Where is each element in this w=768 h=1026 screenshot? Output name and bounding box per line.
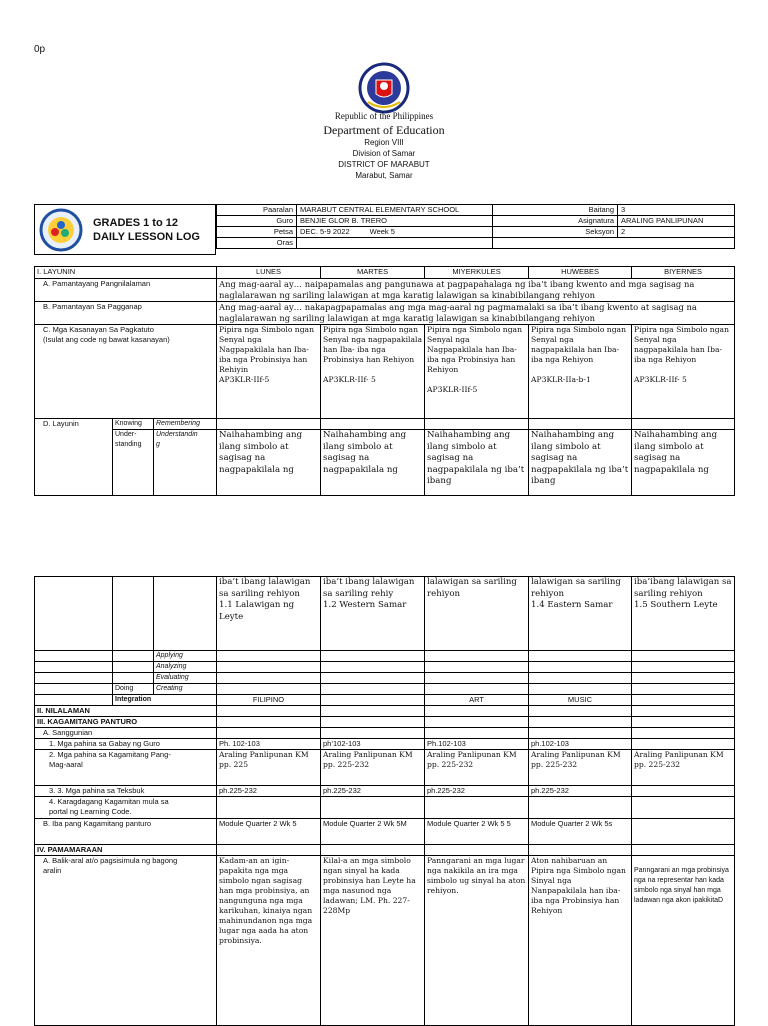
dll-title-box <box>34 204 216 255</box>
kasanayan-cell: Pipira nga Simbolo ngan Senyal nga nagpapakilala han Iba-iba nga Rehiyon AP3KLR-IIf- 5 <box>632 325 735 419</box>
oras-label: Oras <box>217 238 297 249</box>
module-cell: Module Quarter 2 Wk 5M <box>321 819 425 845</box>
doing-label: Doing <box>113 684 154 695</box>
iba-pang-kagamitan-label: B. Iba pang Kagamitang panturo <box>35 819 217 845</box>
kasanayan-cell: Pipira nga Simbolo ngan Senyal nga Nagpapakilala han Iba-iba nga Probinsiya han Rehiyon AP3KLR-IIf-5 <box>425 325 529 419</box>
header-republic: Republic of the Philippines <box>334 111 434 121</box>
understandin-g-label: Understandin g <box>154 430 217 496</box>
teksbuk-cell: ph.225-232 <box>217 786 321 797</box>
knowing-label: Knowing <box>113 419 154 430</box>
pamantayang-label: A. Pamantayang Pangnilalaman <box>35 279 217 302</box>
layunin-cont-cell: iba’t ibang lalawigan sa sariling rehiy 1.2 Western Samar <box>321 577 425 651</box>
petsa-value: DEC. 5-9 2022 Week 5 <box>297 227 493 238</box>
empty-cell <box>529 419 632 430</box>
understanding-label: Under- standing <box>113 430 154 496</box>
gabay-label: 1. Mga pahina sa Gabay ng Guro <box>35 739 217 750</box>
layunin-cell: Naihahambing ang ilang simbolo at sagisag na nagpapakilala ng <box>217 430 321 496</box>
day-martes: MARTES <box>321 267 425 279</box>
layunin-heading: I. LAYUNIN <box>35 267 217 279</box>
km-cell: Araling Panlipunan KM pp. 225-232 <box>321 750 425 786</box>
integration-label: Integration <box>113 695 217 706</box>
header-department: Department of Education <box>323 123 445 137</box>
integration-cell: FILIPINO <box>217 695 321 706</box>
kasanayan-cell: Pipira nga Simbolo ngan Senyal nga nagpapakilala han Iba- iba nga Probinsiya han Rehiyon AP3KLR-IIf- 5 <box>321 325 425 419</box>
guro-value: BENJIE GLOR B. TRERO <box>297 216 493 227</box>
layunin-cell: Naihahambing ang ilang simbolo at sagisag na nagpapakilala ng iba’t ibang <box>529 430 632 496</box>
empty-cell <box>217 419 321 430</box>
teksbuk-cell: ph.225-232 <box>321 786 425 797</box>
gabay-cell: ph’102-103 <box>321 739 425 750</box>
corner-note: 0p <box>34 44 46 55</box>
karagdagang-label: 4. Karagdagang Kagamitan mula sa portal ng Learning Code. <box>35 797 217 819</box>
evaluating-label: Evaluating <box>154 673 217 684</box>
day-huwebes: HUWEBES <box>529 267 632 279</box>
layunin-cont-cell: lalawigan sa sariling rehiyon 1.4 Eastern Samar <box>529 577 632 651</box>
teksbuk-label: 3. 3. Mga pahina sa Teksbuk <box>35 786 217 797</box>
baitang-label: Baitang <box>493 205 618 216</box>
empty-cell <box>425 419 529 430</box>
pagganap-label: B. Pamantayan Sa Pagganap <box>35 302 217 325</box>
balik-aral-cell: Kilal-a an mga simbolo ngan sinyal ha kada probinsiya han Leyte ha mga nasunod nga ladawan; LM. Ph. 227-228Mp <box>321 856 425 1026</box>
empty-cell <box>321 419 425 430</box>
nilalaman-heading: II. NILALAMAN <box>35 706 217 717</box>
teksbuk-cell <box>632 786 735 797</box>
seksyon-label: Seksyon <box>493 227 618 238</box>
deped-seal-icon <box>354 62 414 114</box>
kagamitang-pang-mag-aaral-label: 2. Mga pahina sa Kagamitang Pang- Mag-aaral <box>35 750 217 786</box>
integration-cell: ART <box>425 695 529 706</box>
kasanayan-label: C. Mga Kasanayan Sa Pagkatuto (Isulat ang code ng bawat kasanayan) <box>35 325 217 419</box>
gabay-cell: ph.102-103 <box>529 739 632 750</box>
applying-label: Applying <box>154 651 217 662</box>
lesson-log-table-page2 <box>34 576 735 1026</box>
empty-cell <box>113 577 154 651</box>
balik-aral-cell: Aton nahibaruan an Pipira nga Simbolo ngan Sinyal nga Nanpapakilala han iba-iba nga Probinsiya han Rehiyon <box>529 856 632 1026</box>
asignatura-value: ARALING PANLIPUNAN <box>618 216 735 227</box>
header-region: Region VIII <box>364 138 404 147</box>
creating-label: Creating <box>154 684 217 695</box>
school-info-table <box>216 204 735 249</box>
balik-aral-cell: Kadam-an an iginpapakita nga mga simbolo ngan sagisag han mga probinsiya, an nangunguna nga mga karikuhan, kinaiya ngan mahinundanon nga mga lugar nga aada ha aton probinsiya. <box>217 856 321 1026</box>
teksbuk-cell: ph.225-232 <box>529 786 632 797</box>
remembering-label: Remembering <box>154 419 217 430</box>
header-division: Division of Samar <box>352 149 416 158</box>
analyzing-label: Analyzing <box>154 662 217 673</box>
lesson-log-table-page1 <box>34 266 735 496</box>
gabay-cell <box>632 739 735 750</box>
empty-cell <box>113 651 154 662</box>
oras-value <box>297 238 493 249</box>
kasanayan-cell: Pipira nga Simbolo ngan Senyal nga Nagpapakilala han Iba-iba nga Probinsiya han Rehiyin AP3KLR-IIf-5 <box>217 325 321 419</box>
layunin-cell: Naihahambing ang ilang simbolo at sagisag na nagpapakilala ng iba’t ibang <box>425 430 529 496</box>
kasanayan-cell: Pipira nga Simbolo ngan Senyal nga nagpapakilala han Iba-iba nga Rehiyon AP3KLR-IIa-b-1 <box>529 325 632 419</box>
baitang-value: 3 <box>618 205 735 216</box>
layunin-label: D. Layunin <box>35 419 113 496</box>
day-lunes: LUNES <box>217 267 321 279</box>
pagganap-text: Ang mag-aaral ay… nakapagpapamalas ang mga mag-aaral ng pagmamalaki sa iba’t ibang kwento at sagisag na naglalarawan ng sariling lalawigan at mga karatig lalawigan sa kinabibilangang rehiyon <box>217 302 735 325</box>
petsa-label: Petsa <box>217 227 297 238</box>
balik-aral-cell: Panngarani an mga lugar nga nakikila an ira mga simbolo ug sinyal ha aton rehiyon. <box>425 856 529 1026</box>
dll-title: GRADES 1 to 12 DAILY LESSON LOG <box>93 217 200 243</box>
school-seal-icon <box>38 208 84 252</box>
balik-aral-label: A. Balik-aral at/o pagsisimula ng bagong aralin <box>35 856 217 1026</box>
module-cell <box>632 819 735 845</box>
module-cell: Module Quarter 2 Wk 5 5 <box>425 819 529 845</box>
guro-label: Guro <box>217 216 297 227</box>
module-cell: Module Quarter 2 Wk 5 <box>217 819 321 845</box>
blank-cell <box>493 238 618 249</box>
empty-cell <box>632 419 735 430</box>
header-district: DISTRICT OF MARABUT <box>338 160 430 169</box>
km-cell: Araling Panlipunan KM pp. 225-232 <box>425 750 529 786</box>
layunin-cell: Naihahambing ang ilang simbolo at sagisag na nagpapakilala ng <box>321 430 425 496</box>
kagamitang-heading: III. KAGAMITANG PANTURO <box>35 717 217 728</box>
balik-aral-cell: Panngarani an mga probinsiya nga na representar han kada simbolo nga sinyal han mga ladawan nga akon ipakikitaD <box>632 856 735 1026</box>
layunin-cont-cell: iba’t ibang lalawigan sa sariling rehiyon 1.1 Lalawigan ng Leyte <box>217 577 321 651</box>
integration-cell <box>321 695 425 706</box>
teksbuk-cell: ph.225-232 <box>425 786 529 797</box>
pamamaraan-heading: IV. PAMAMARAAN <box>35 845 217 856</box>
empty-cell <box>154 577 217 651</box>
day-miyerkules: MIYERKULES <box>425 267 529 279</box>
paaralan-label: Paaralan <box>217 205 297 216</box>
sanggunian-label: A. Sanggunian <box>35 728 217 739</box>
gabay-cell: Ph.102-103 <box>425 739 529 750</box>
asignatura-label: Asignatura <box>493 216 618 227</box>
paaralan-value: MARABUT CENTRAL ELEMENTARY SCHOOL <box>297 205 493 216</box>
seksyon-value: 2 <box>618 227 735 238</box>
gabay-cell: Ph. 102-103 <box>217 739 321 750</box>
day-biyernes: BIYERNES <box>632 267 735 279</box>
layunin-cont-cell: lalawigan sa sariling rehiyon <box>425 577 529 651</box>
integration-cell <box>632 695 735 706</box>
layunin-cell: Naihahambing ang ilang simbolo at sagisag na nagpapakilala ng <box>632 430 735 496</box>
km-cell: Araling Panlipunan KM pp. 225-232 <box>632 750 735 786</box>
blank-cell <box>618 238 735 249</box>
pamantayang-text: Ang mag-aaral ay… naipapamalas ang pangunawa at pagpapahalaga ng iba’t ibang kwento and mga sagisag na naglalarawan ng sariling lalawigan at mga karatig lalawigan sa kinabibilangang rehiyon <box>217 279 735 302</box>
header-municipality: Marabut, Samar <box>355 171 413 180</box>
integration-cell: MUSIC <box>529 695 632 706</box>
empty-cell <box>35 577 113 651</box>
module-cell: Module Quarter 2 Wk 5s <box>529 819 632 845</box>
km-cell: Araling Panlipunan KM pp. 225 <box>217 750 321 786</box>
km-cell: Araling Panlipunan KM pp. 225-232 <box>529 750 632 786</box>
week-value: Week 5 <box>369 227 395 236</box>
layunin-cont-cell: iba’ibang lalawigan sa sariling rehiyon 1.5 Southern Leyte <box>632 577 735 651</box>
empty-cell <box>35 651 113 662</box>
